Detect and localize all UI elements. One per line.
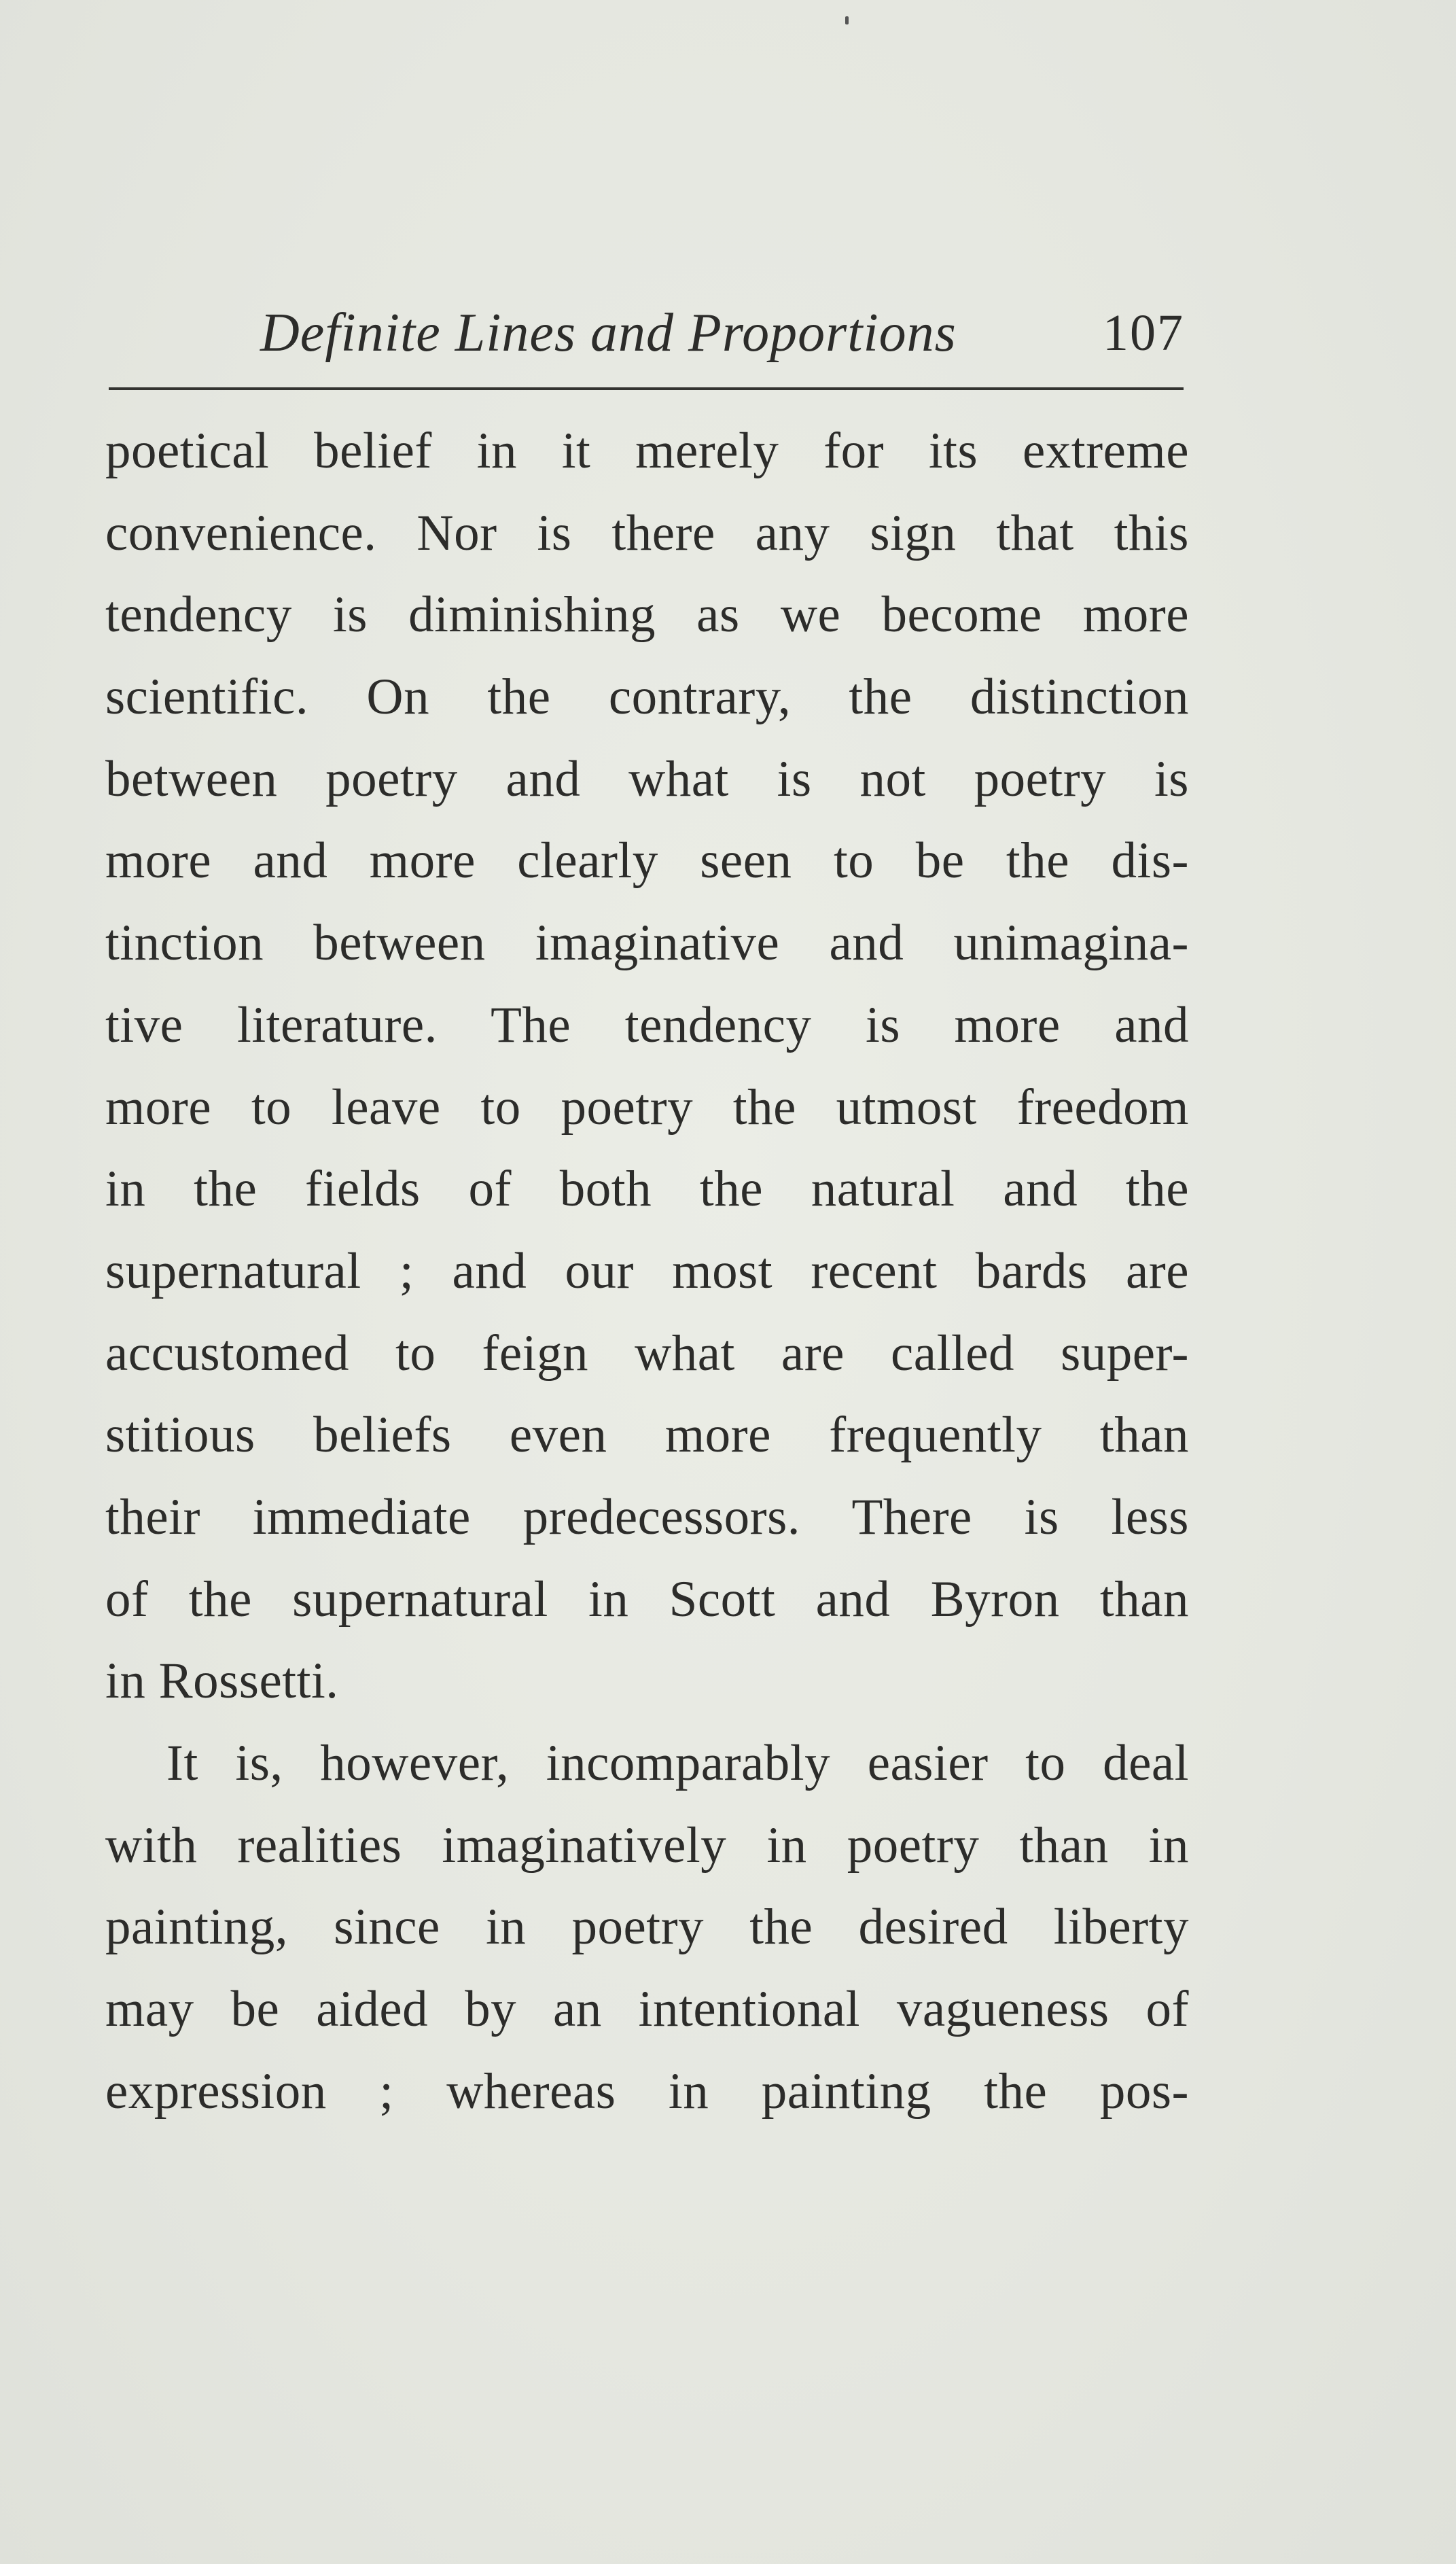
text-line: with realities imaginatively in poetry than in xyxy=(105,1816,1189,1874)
text-line: accustomed to feign what are called super- xyxy=(105,1324,1189,1382)
header-rule xyxy=(109,387,1184,390)
text-line: tinction between imaginative and unimagina- xyxy=(105,915,1189,972)
page-number: 107 xyxy=(1103,304,1184,362)
text-line: expression ; whereas in painting the pos- xyxy=(105,2062,1189,2120)
text-line: more and more clearly seen to be the dis- xyxy=(105,832,1189,890)
text-line: more to leave to poetry the utmost freedom xyxy=(105,1078,1189,1136)
text-line: of the supernatural in Scott and Byron than xyxy=(105,1570,1189,1628)
running-title: Definite Lines and Proportions xyxy=(260,303,957,363)
text-line: scientific. On the contrary, the distinction xyxy=(105,669,1189,726)
text-line: in Rossetti. xyxy=(105,1653,339,1710)
text-line: It is, however, incomparably easier to deal xyxy=(166,1735,1189,1791)
running-head xyxy=(105,299,1186,367)
text-line: stitious beliefs even more frequently than xyxy=(105,1407,1189,1464)
text-line: their immediate predecessors. There is less xyxy=(105,1488,1189,1545)
text-line: between poetry and what is not poetry is xyxy=(105,750,1189,807)
text-line: may be aided by an intentional vagueness of xyxy=(105,1981,1189,2038)
text-line: supernatural ; and our most recent bards are xyxy=(105,1242,1189,1299)
text-line: in the fields of both the natural and the xyxy=(105,1161,1189,1218)
text-line: convenience. Nor is there any sign that this xyxy=(105,504,1189,561)
text-line: tive literature. The tendency is more and xyxy=(105,996,1189,1053)
text-line: poetical belief in it merely for its extreme xyxy=(105,423,1189,479)
text-line: painting, since in poetry the desired liberty xyxy=(105,1899,1189,1956)
body-text xyxy=(105,410,1189,2132)
text-line: tendency is diminishing as we become more xyxy=(105,586,1189,644)
ink-speck xyxy=(845,16,849,24)
